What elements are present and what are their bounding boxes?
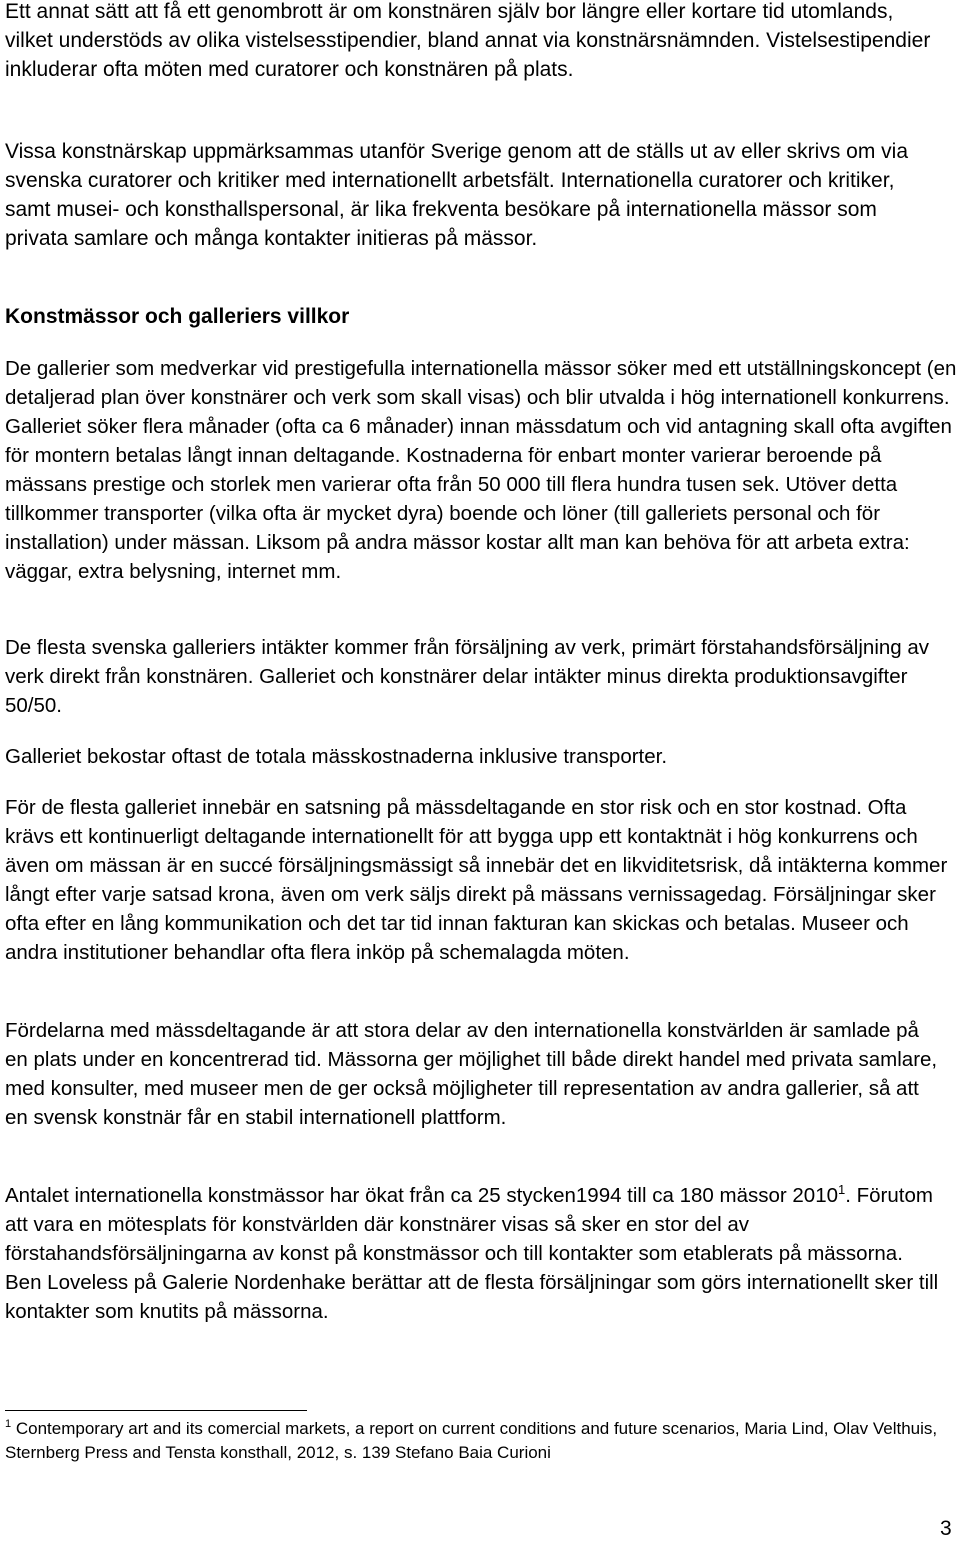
body-paragraph-income: De flesta svenska galleriers intäkter kommer från försäljning av verk, primärt förstahandsförsäljning av verk direkt från konstnären. Galleriet och konstnärer delar intäkter minus direkta produktionsavgifter 50/50.	[5, 636, 930, 717]
page-number: 3	[940, 1517, 952, 1540]
curators-paragraph: Vissa konstnärskap uppmärksammas utanför Sverige genom att de ställs ut av eller skrivs om via svenska curatorer och kritiker med internationellt arbetsfält. Internationella curatorer och kritiker, samt musei- och konsthallspersonal, är lika frekventa besökare på internationella mässor som privata samlare och många kontakter initieras på mässor.	[5, 140, 908, 250]
footnote-text: Contemporary art and its comercial markets, a report on current conditions and future scenarios, Maria Lind, Olav Velthuis, Sternberg Press and Tensta konsthall, 2012, s. 139 Stefano Baia Curioni	[5, 1419, 938, 1462]
body-paragraph-advantages: Fördelarna med mässdeltagande är att stora delar av den internationella konstvärlden är samlade på en plats under en koncentrerad tid. Mässorna ger möjlighet till både direkt handel med privata samlare, med konsulter, med museer men de ger också möjligheter till representation av andra gallerier, så att en svensk konstnär får en stabil internationell plattform.	[5, 1019, 938, 1129]
footnote-divider	[5, 1410, 307, 1411]
intro-paragraph: Ett annat sätt att få ett genombrott är om konstnären själv bor längre eller kortare tid utomlands, vilket understöds av olika vistelsesstipendier, bland annat via konstnärsnämnden. Vistelsestipendier inkluderar ofta möten med curatorer och konstnären på plats.	[5, 0, 931, 81]
body-paragraph-costs: De gallerier som medverkar vid prestigefulla internationella mässor söker med ett utställningskoncept (en detaljerad plan över konstnärer och verk som skall visas) och blir utvalda i hög internationell konkurrens. Galleriet söker flera månader (ofta ca 6 månader) innan mässdatum och vid antagning skall ofta avgiften för montern betalas långt innan deltagande. Kostnaderna för enbart monter varierar beroende på mässans prestige och storlek men varierar ofta från 50 000 till flera hundra tusen sek. Utöver detta tillkommer transporter (vilka ofta är mycket dyra) boende och löner (till galleriets personal och för installation) under mässan. Liksom på andra mässor kostar allt man kan behöva för att arbeta extra: väggar, extra belysning, internet mm.	[5, 357, 957, 583]
fair-growth-text-start: Antalet internationella konstmässor har ökat från ca 25 stycken1994 till ca 180 mässor 2010	[5, 1184, 838, 1207]
footnote-marker: 1	[5, 1418, 12, 1430]
body-paragraph-risk: För de flesta galleriet innebär en satsning på mässdeltagande en stor risk och en stor kostnad. Ofta krävs ett kontinuerligt deltagande internationellt för att bygga upp ett kontaktnät i hög konkurrens och även om mässan är en succé försäljningsmässigt så innebär det en likviditetsrisk, då intäkterna kommer långt efter varje satsad krona, även om verk säljs direkt på mässans vernissagedag. Försäljningar sker ofta efter en lång kommunikation och det tar tid innan fakturan kan skickas och betalas. Museer och andra institutioner behandlar ofta flera inköp på schemalagda möten.	[5, 796, 948, 964]
footnote	[5, 1417, 955, 1465]
footnote-reference[interactable]: 1	[838, 1182, 846, 1197]
fair-growth-text-end: . Förutom att vara en mötesplats för konstvärlden där konstnärer visas så sker en stor del av förstahandsförsäljningarna av konst på konstmässor och till kontakter som etablerats på mässorna. Ben Loveless på Galerie Nordenhake berättar att de flesta försäljningar som görs internationellt sker till kontakter som knutits på mässorna.	[5, 1184, 939, 1323]
body-paragraph-fair-growth	[5, 1181, 945, 1326]
body-paragraph-fair-costs: Galleriet bekostar oftast de totala mässkostnaderna inklusive transporter.	[5, 745, 668, 768]
section-heading: Konstmässor och galleriers villkor	[5, 305, 350, 328]
